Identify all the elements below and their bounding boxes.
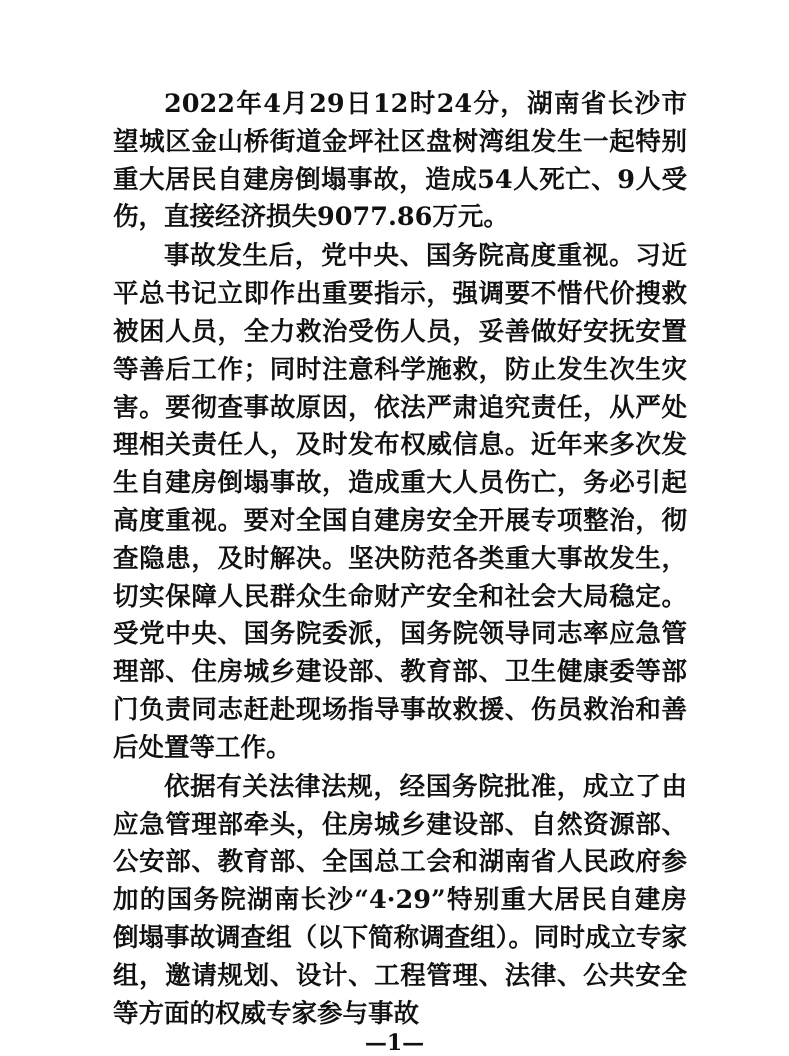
paragraph-investigation-team: 依据有关法律法规，经国务院批准，成立了由应急管理部牵头，住房城乡建设部、自然资源部、公安部、教育部、全国总工会和湖南省人民政府参加的国务院湖南长沙“4·29”特别重大居民自建房倒塌事故调查组（以下简称调查组）。同时成立专家组，邀请规划、设计、工程管理、法律、公共安全等方面的权威专家参与事故 [113,771,687,1029]
page-number: —1— [364,1030,425,1056]
paragraph-central-response: 事故发生后，党中央、国务院高度重视。习近平总书记立即作出重要指示，强调要不惜代价搜救被困人员，全力救治受伤人员，妥善做好安抚安置等善后工作；同时注意科学施救，防止发生次生灾害。要彻查事故原因，依法严肃追究责任，从严处理相关责任人，及时发布权威信息。近年来多次发生自建房倒塌事故，造成重大人员伤亡，务必引起高度重视。要对全国自建房安全开展专项整治，彻查隐患，及时解决。坚决防范各类重大事故发生，切实保障人民群众生命财产安全和社会大局稳定。受党中央、国务院委派，国务院领导同志率应急管理部、住房城乡建设部、教育部、卫生健康委等部门负责同志赶赴现场指导事故救援、伤员救治和善后处置等工作。 [113,241,687,763]
paragraph-accident-summary: 2022年4月29日12时24分，湖南省长沙市望城区金山桥街道金坪社区盘树湾组发生一起特别重大居民自建房倒塌事故，造成54人死亡、9人受伤，直接经济损失9077.86万元。 [113,89,687,233]
document-body [113,86,687,1033]
